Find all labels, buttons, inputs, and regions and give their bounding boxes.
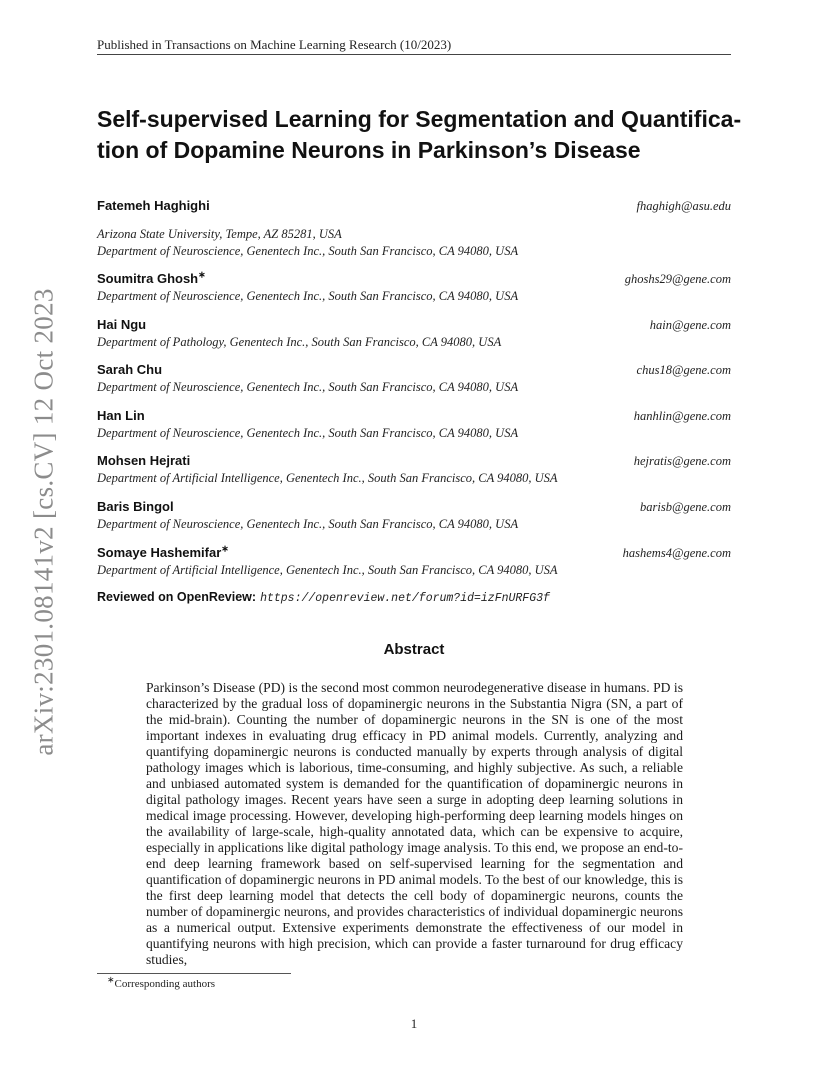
abstract-heading: Abstract <box>383 641 445 658</box>
author-name <box>97 499 174 515</box>
openreview-line <box>97 589 550 607</box>
author-email[interactable]: hain@gene.com <box>649 318 731 332</box>
footnote-text: Corresponding authors <box>114 978 216 990</box>
author-name-text: Sarah Chu <box>97 362 163 377</box>
page-number: 1 <box>410 1016 418 1031</box>
author-email[interactable]: hejratis@gene.com <box>633 454 731 468</box>
author-name <box>97 453 190 469</box>
corresponding-author-mark: ∗ <box>221 543 229 554</box>
author-email[interactable]: chus18@gene.com <box>636 363 731 377</box>
author-email[interactable]: fhaghigh@asu.edu <box>636 199 731 213</box>
footnote-rule <box>97 973 291 974</box>
author-affiliation: Department of Artificial Intelligence, Genentech Inc., South San Francisco, CA 94080, USA <box>97 563 558 577</box>
author-affiliation: Department of Pathology, Genentech Inc., South San Francisco, CA 94080, USA <box>97 335 502 349</box>
author-name-text: Baris Bingol <box>97 499 174 514</box>
author-name-text: Soumitra Ghosh <box>97 271 199 286</box>
review-label: Reviewed on OpenReview: <box>97 590 257 604</box>
title-line-2: tion of Dopamine Neurons in Parkinson’s Disease <box>97 137 641 163</box>
author-name <box>97 408 145 424</box>
author-affiliation: Department of Neuroscience, Genentech Inc., South San Francisco, CA 94080, USA <box>97 517 519 531</box>
author-name <box>97 271 206 287</box>
header-rule <box>97 54 731 55</box>
author-name <box>97 198 210 214</box>
running-header: Published in Transactions on Machine Learning Research (10/2023) <box>97 37 452 52</box>
author-affiliation: Department of Neuroscience, Genentech Inc., South San Francisco, CA 94080, USA <box>97 426 519 440</box>
author-name-text: Hai Ngu <box>97 317 147 332</box>
author-affiliation: Department of Neuroscience, Genentech Inc., South San Francisco, CA 94080, USA <box>97 289 519 303</box>
author-name-text: Fatemeh Haghighi <box>97 198 210 213</box>
corresponding-author-mark: ∗ <box>198 269 206 280</box>
author-email[interactable]: barisb@gene.com <box>640 500 731 514</box>
abstract-text: Parkinson’s Disease (PD) is the second most common neurodegenerative disease in humans. PD is characterized by the gradual loss of dopaminergic neurons in the Substantia Nigra (SN, a part of the mid-brain). Counting the number of dopaminergic neurons in the SN is one of the most important indexes in evaluating drug efficacy in PD animal models. Currently, analyzing and quantifying dopaminergic neurons is conducted manually by experts through analysis of digital pathology images which is laborious, time-consuming, and highly subjective. As such, a reliable and unbiased automated system is demanded for the quantification of dopaminergic neurons in digital pathology images. Recent years have seen a surge in adopting deep learning solutions in medical image processing. However, developing high-performing deep learning models hinges on the availability of large-scale, high-quality annotated data, which can be expensive to acquire, especially in applications like digital pathology image analysis. To this end, we propose an end-to-end deep learning framework based on self-supervised learning for the segmentation and quantification of dopaminergic neurons in PD animal models. To the best of our knowledge, this is the first deep learning model that detects the cell body of dopaminergic neurons, counts the number of dopaminergic neurons, and provides characteristics of individual dopaminergic neurons as a numerical output. Extensive experiments demonstrate the effectiveness of our model in quantifying neurons with high precision, which can provide a faster turnaround for drug efficacy studies, <box>146 680 683 967</box>
author-email[interactable]: hashems4@gene.com <box>622 546 731 560</box>
author-name-text: Han Lin <box>97 408 145 423</box>
author-name <box>97 362 162 378</box>
review-url-link[interactable]: https://openreview.net/forum?id=izFnURFG3f <box>260 592 550 605</box>
author-name-text: Somaye Hashemifar <box>97 545 222 560</box>
footnote <box>107 974 216 990</box>
author-affiliation: Department of Artificial Intelligence, Genentech Inc., South San Francisco, CA 94080, USA <box>97 471 558 485</box>
author-affiliation: Department of Neuroscience, Genentech Inc., South San Francisco, CA 94080, USA <box>97 380 519 394</box>
footnote-mark: ∗ <box>107 974 115 985</box>
paper-title <box>97 104 747 166</box>
author-email[interactable]: hanhlin@gene.com <box>633 409 731 423</box>
title-line-1: Self-supervised Learning for Segmentation and Quantifica- <box>97 106 742 132</box>
author-name <box>97 545 229 561</box>
author-email[interactable]: ghoshs29@gene.com <box>624 272 731 286</box>
author-name <box>97 317 146 333</box>
author-affiliation: Department of Neuroscience, Genentech Inc., South San Francisco, CA 94080, USA <box>97 244 519 258</box>
author-name-text: Mohsen Hejrati <box>97 453 191 468</box>
author-affiliation: Arizona State University, Tempe, AZ 85281, USA <box>97 227 342 241</box>
arxiv-identifier: arXiv:2301.08141v2 [cs.CV] 12 Oct 2023 <box>28 288 59 756</box>
